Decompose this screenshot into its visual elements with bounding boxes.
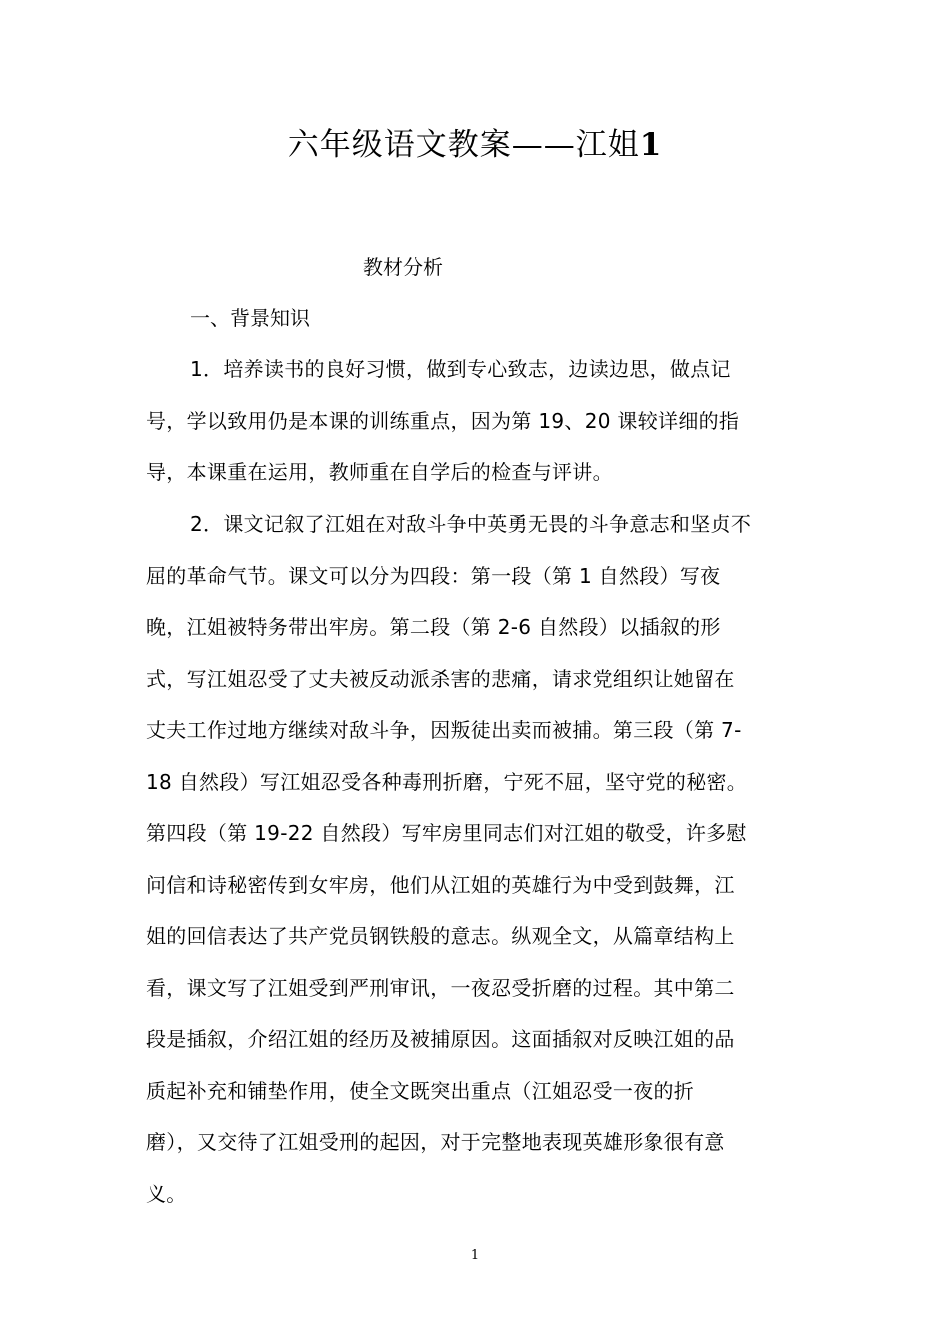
paragraph-line: 质起补充和铺垫作用，使全文既突出重点（江姐忍受一夜的折 (146, 1078, 695, 1103)
section-heading: 教材分析 (363, 255, 443, 279)
paragraph-line: 段是插叙，介绍江姐的经历及被捕原因。这面插叙对反映江姐的品 (146, 1027, 735, 1051)
paragraph-line: 2．课文记叙了江姐在对敌斗争中英勇无畏的斗争意志和坚贞不 (190, 512, 752, 536)
paragraph-line: 看，课文写了江姐受到严刑审讯，一夜忍受折磨的过程。其中第二 (146, 975, 735, 1000)
sub-heading-background: 一、背景知识 (190, 306, 310, 330)
paragraph-line: 18 自然段）写江姐忍受各种毒刑折磨，宁死不屈，坚守党的秘密。 (146, 769, 748, 794)
document-title (0, 120, 950, 170)
paragraph-line: 号，学以致用仍是本课的训练重点，因为第 19、20 课较详细的指 (146, 408, 740, 433)
paragraph-2 (146, 507, 806, 1228)
paragraph-line: 丈夫工作过地方继续对敌斗争，因叛徒出卖而被捕。第三段（第 7- (146, 718, 742, 742)
paragraph-line: 姐的回信表达了共产党员钢铁般的意志。纵观全文，从篇章结构上 (146, 924, 735, 948)
paragraph-line: 屈的革命气节。课文可以分为四段：第一段（第 1 自然段）写夜 (146, 563, 721, 588)
page-number: 1 (470, 1248, 480, 1263)
title-number: 1 (639, 127, 663, 163)
title-text: 六年级语文教案——江姐 (287, 127, 640, 163)
paragraph-line: 导，本课重在运用，教师重在自学后的检查与评讲。 (146, 460, 613, 484)
paragraph-line: 第四段（第 19-22 自然段）写牢房里同志们对江姐的敬受，许多慰 (146, 821, 747, 845)
paragraph-line: 1．培养读书的良好习惯，做到专心致志，边读边思，做点记 (190, 357, 731, 381)
paragraph-line: 磨），又交待了江姐受刑的起因，对于完整地表现英雄形象很有意 (146, 1130, 725, 1154)
paragraph-line: 式，写江姐忍受了丈夫被反动派杀害的悲痛，请求党组织让她留在 (146, 666, 735, 691)
paragraph-1 (146, 352, 806, 507)
paragraph-line: 问信和诗秘密传到女牢房，他们从江姐的英雄行为中受到鼓舞，江 (146, 872, 735, 897)
paragraph-line: 义。 (146, 1181, 187, 1206)
paragraph-line: 晚，江姐被特务带出牢房。第二段（第 2-6 自然段）以插叙的形 (146, 615, 721, 639)
